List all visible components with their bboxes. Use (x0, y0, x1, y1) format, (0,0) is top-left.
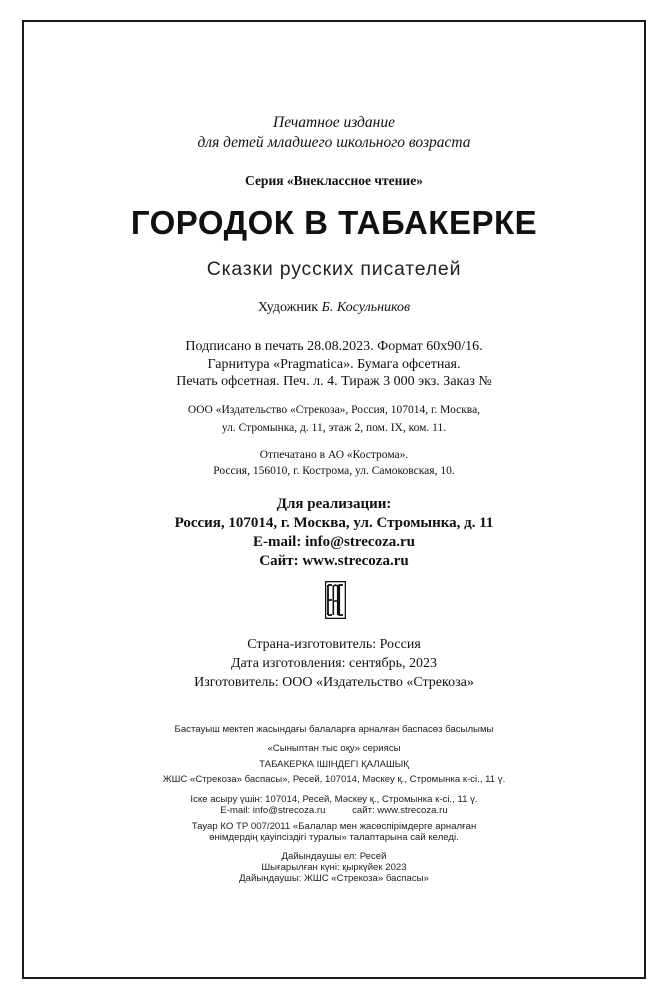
book-title: ГОРОДОК В ТАБАКЕРКЕ (130, 204, 538, 241)
kz-line-1: Бастауыш мектеп жасындағы балаларға арналған баспасөз басылымы (174, 724, 494, 735)
series-label: Серия «Внеклассное чтение» (245, 173, 423, 188)
publisher-line-2: ул. Стромынка, д. 11, этаж 2, пом. IX, ком. 11. (221, 422, 447, 434)
artist-credit (0, 300, 668, 316)
kz-line-8: өнімдердің қауіпсіздігі туралы» талаптарына сай келеді. (209, 832, 459, 843)
intro-line-2: для детей младшего школьного возраста (197, 134, 471, 151)
kz-line-7: Тауар КО ТР 007/2011 «Балалар мен жасөспірімдерге арналған (191, 821, 477, 832)
maker-name: Изготовитель: ООО «Издательство «Стрекоза» (194, 675, 474, 690)
imprint-line-3: Печать офсетная. Печ. л. 4. Тираж 3 000 экз. Заказ № (176, 374, 492, 389)
kz-line-6: E-mail: info@strecoza.ru сайт: www.strecoza.ru (220, 805, 448, 816)
kz-line-3: ТАБАКЕРКА ІШІНДЕГІ ҚАЛАШЫҚ (259, 759, 409, 770)
imprint-line-1: Подписано в печать 28.08.2023. Формат 60х90/16. (185, 339, 483, 354)
kz-line-11: Дайындаушы: ЖШС «Стрекоза» баспасы» (239, 873, 429, 884)
sale-heading: Для реализации: (276, 496, 392, 512)
book-subtitle: Сказки русских писателей (206, 258, 462, 280)
kz-line-5: Іске асыру үшін: 107014, Ресей, Мәскеу қ., Стромынка к-сі., 11 ү. (190, 794, 478, 805)
eac-mark-icon (325, 581, 346, 619)
intro-line-1: Печатное издание (273, 114, 395, 131)
kz-line-2: «Сыныптан тыс оқу» сериясы (267, 743, 401, 754)
maker-country: Страна-изготовитель: Россия (247, 637, 421, 652)
maker-date: Дата изготовления: сентябрь, 2023 (231, 656, 437, 671)
printer-line-1: Отпечатано в АО «Кострома». (259, 449, 409, 461)
sale-email: E-mail: info@strecoza.ru (253, 534, 415, 550)
artist-name: Б. Косульников (321, 300, 411, 315)
sale-site: Сайт: www.strecoza.ru (259, 553, 409, 569)
publisher-line-1: ООО «Издательство «Стрекоза», Россия, 107014, г. Москва, (187, 404, 481, 416)
artist-label: Художник (257, 300, 322, 315)
kz-line-9: Дайындаушы ел: Ресей (281, 851, 387, 862)
kz-line-4: ЖШС «Стрекоза» баспасы», Ресей, 107014, Мәскеу қ., Стромынка к-сі., 11 ү. (162, 774, 506, 785)
sale-address: Россия, 107014, г. Москва, ул. Стромынка, д. 11 (174, 515, 494, 531)
imprint-line-2: Гарнитура «Pragmatica». Бумага офсетная. (207, 357, 461, 372)
printer-line-2: Россия, 156010, г. Кострома, ул. Самоковская, 10. (213, 465, 455, 477)
kz-line-10: Шығарылған күні: қыркүйек 2023 (261, 862, 407, 873)
